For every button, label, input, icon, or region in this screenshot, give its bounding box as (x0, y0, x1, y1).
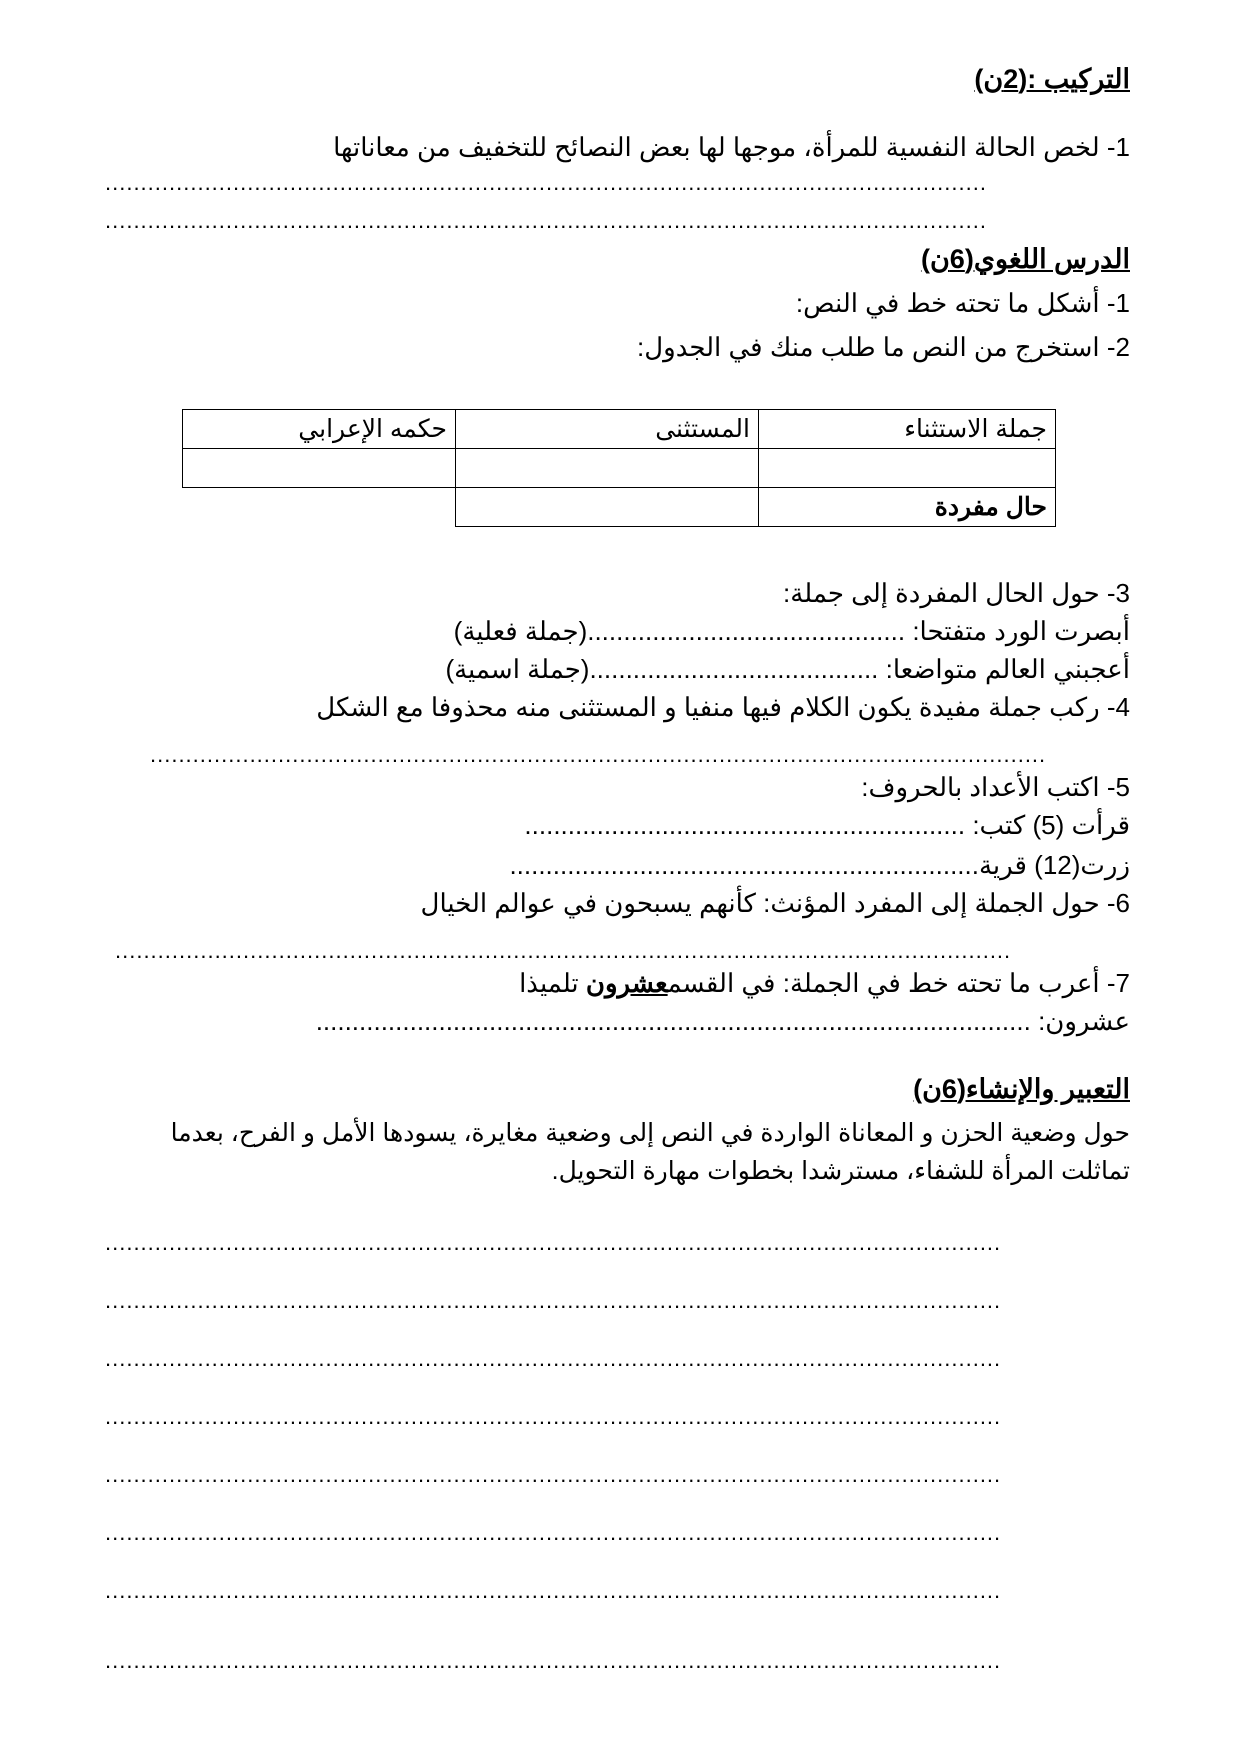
answer-line[interactable]: ............................................................................................................................ (105, 172, 987, 194)
table-cell[interactable] (183, 449, 456, 488)
section-heading-tabir: التعبير والإنشاء(6ن) (913, 1074, 1130, 1104)
answer-line[interactable]: .............................................................................................................................. (105, 1348, 1002, 1370)
table-header-cell: جملة الاستثناء (759, 410, 1056, 449)
question-text: 7- أعرب ما تحته خط في الجملة: (782, 968, 1130, 998)
question-tarkib-1: 1- لخص الحالة النفسية للمرأة، موجها لها بعض النصائح للتخفيف من معاناتها (333, 132, 1130, 162)
question-lugha-6 (421, 886, 1130, 920)
answer-dots[interactable]: ............................................................. (524, 810, 966, 840)
answer-label: عشرون: (1038, 1006, 1130, 1036)
question-sentence: في القسم (667, 968, 776, 998)
question-lugha-3b (445, 652, 1130, 686)
question-lugha-5: 5- اكتب الأعداد بالحروف: (861, 772, 1130, 802)
section-heading-lugha: الدرس اللغوي(6ن) (920, 244, 1130, 274)
question-sentence: كأنهم يسبحون في عوالم الخيال (420, 888, 756, 918)
question-lugha-1: 1- أشكل ما تحته خط في النص: (795, 288, 1130, 318)
question-text: 6- حول الجملة إلى المفرد المؤنث: (763, 888, 1130, 918)
question-sentence: تلميذا (519, 968, 579, 998)
question-text: زرت(12) قرية (978, 850, 1130, 880)
question-lugha-5a (524, 808, 1130, 842)
answer-line[interactable]: ............................................................................................................................ (105, 210, 987, 232)
hint-text: (جملة اسمية) (445, 654, 590, 684)
answer-dots[interactable]: ........................................ (589, 654, 879, 684)
answer-line[interactable]: .............................................................................................................................. (105, 1522, 1002, 1544)
question-lugha-7 (519, 966, 1130, 1000)
table-header-row (183, 410, 1056, 449)
answer-line[interactable]: .............................................................................................................................. (150, 744, 1047, 766)
question-lugha-2: 2- استخرج من النص ما طلب منك في الجدول: (637, 332, 1130, 362)
question-text: قرأت (5) كتب: (972, 810, 1130, 840)
tabir-prompt-line-2: تماثلت المرأة للشفاء، مسترشدا بخطوات مهارة التحويل. (551, 1157, 1130, 1185)
hint-text: (جملة فعلية) (453, 616, 588, 646)
question-lugha-3a (454, 614, 1130, 648)
question-lugha-7-answer (316, 1004, 1130, 1038)
table-cell[interactable] (759, 449, 1056, 488)
question-lugha-5b (509, 848, 1130, 882)
answer-line[interactable]: .............................................................................................................................. (105, 1232, 1002, 1254)
question-lugha-4: 4- ركب جملة مفيدة يكون الكلام فيها منفيا و المستثنى منه محذوفا مع الشكل (316, 692, 1130, 722)
table-row (183, 449, 1056, 488)
answer-line[interactable]: .............................................................................................................................. (105, 1650, 1002, 1672)
table-cell[interactable] (456, 449, 759, 488)
table-row (183, 488, 1056, 527)
tabir-prompt-line-1: حول وضعية الحزن و المعاناة الواردة في النص إلى وضعية مغايرة، يسودها الأمل و الفرح، بعدما (170, 1119, 1130, 1147)
answer-line[interactable]: .............................................................................................................................. (105, 1290, 1002, 1312)
answer-dots[interactable]: ............................................ (587, 616, 906, 646)
extraction-table (182, 409, 1056, 527)
answer-line[interactable]: .............................................................................................................................. (115, 940, 1012, 962)
table-row-label: حال مفردة (759, 488, 1056, 527)
answer-dots[interactable]: ................................................................................................... (315, 1006, 1031, 1036)
table-header-cell: حكمه الإعرابي (183, 410, 456, 449)
answer-line[interactable]: .............................................................................................................................. (105, 1406, 1002, 1428)
question-text: أبصرت الورد متفتحا: (912, 616, 1130, 646)
question-text: أعجبني العالم متواضعا: (885, 654, 1130, 684)
answer-line[interactable]: .............................................................................................................................. (105, 1580, 1002, 1602)
underlined-word: عشرون (585, 968, 668, 998)
table-cell[interactable] (456, 488, 759, 527)
section-heading-tarkib: التركيب :(2ن) (974, 64, 1130, 94)
answer-dots[interactable]: ................................................................. (509, 850, 979, 880)
table-header-cell: المستثنى (456, 410, 759, 449)
question-lugha-3: 3- حول الحال المفردة إلى جملة: (783, 578, 1130, 608)
table-empty-cell (183, 488, 456, 527)
answer-line[interactable]: .............................................................................................................................. (105, 1464, 1002, 1486)
